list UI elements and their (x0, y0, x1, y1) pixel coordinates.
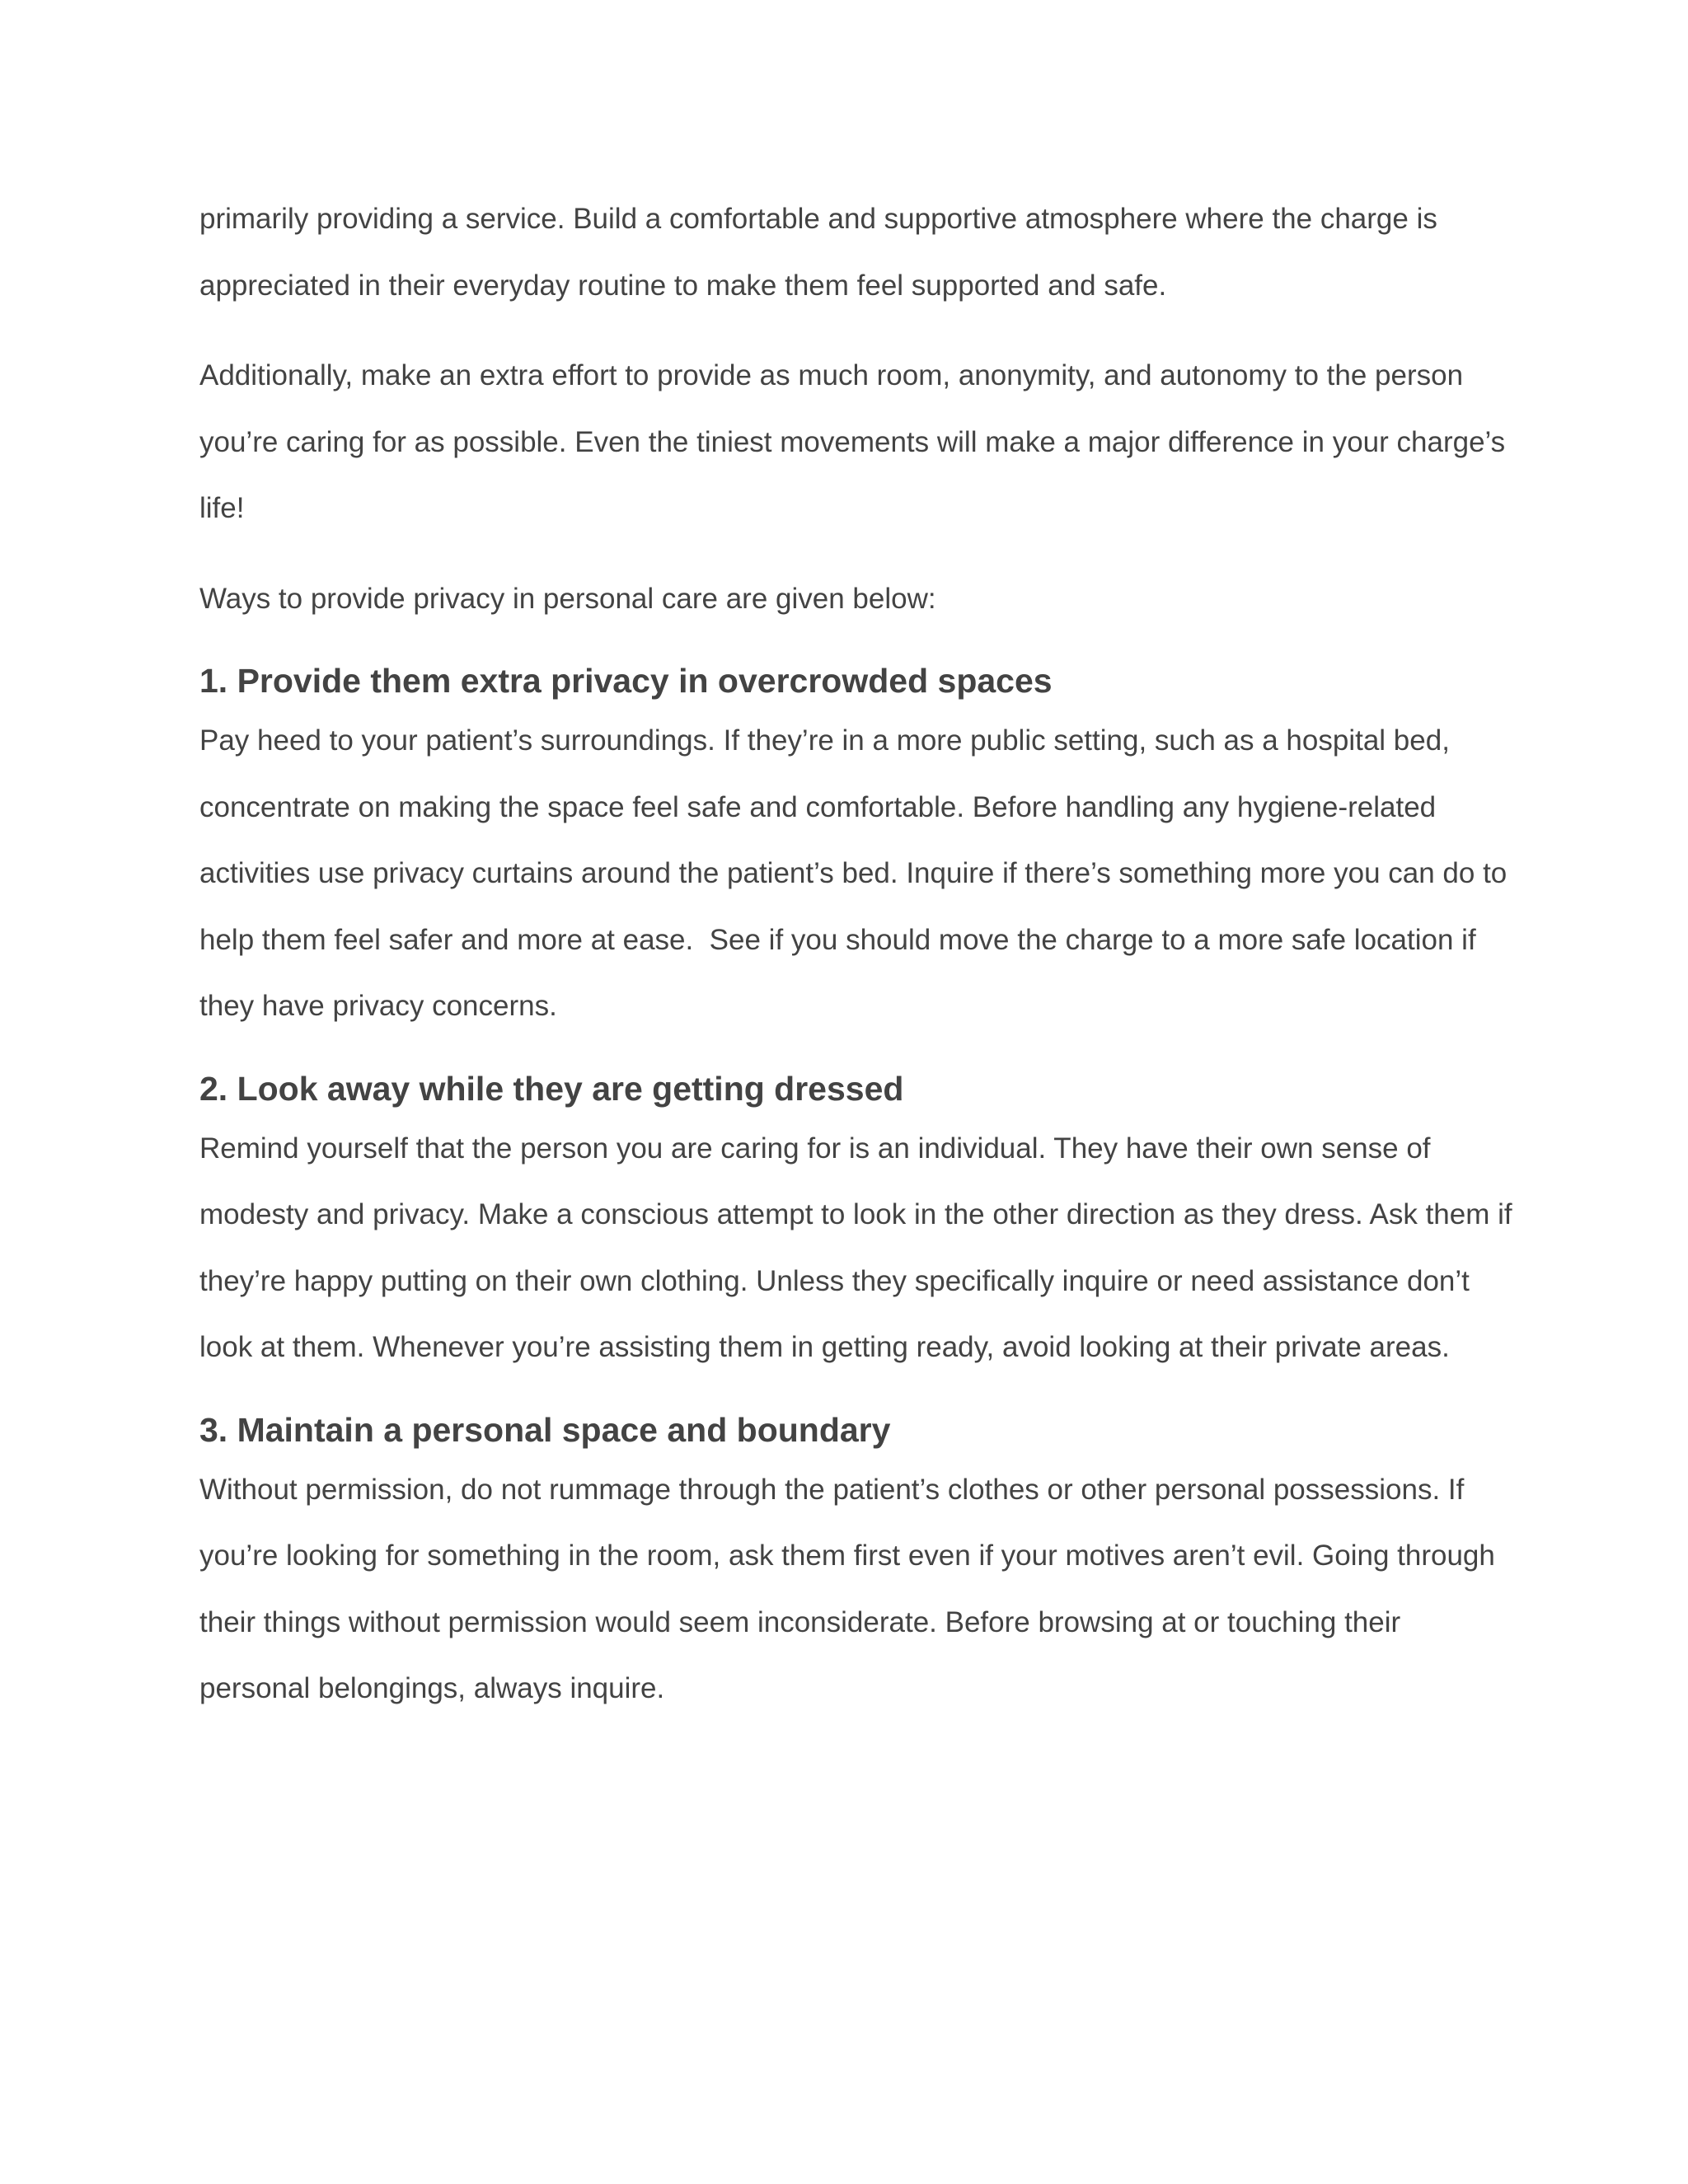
intro-paragraph-3: Ways to provide privacy in personal care are given below: (199, 582, 936, 615)
intro-paragraph-2: Additionally, make an extra effort to provide as much room, anonymity, and autonomy to the person you’re caring for as possible. Even the tiniest movements will make a major difference in your charge’s life! (199, 359, 1513, 524)
section-1-heading: 1. Provide them extra privacy in overcrowded spaces (199, 662, 1053, 700)
section-1-body: Pay heed to your patient’s surroundings. If they’re in a more public setting, such as a hospital bed, concentrate on making the space feel safe and comfortable. Before handling any hygiene-related activities use privacy curtains around the patient’s bed. Inquire if there’s something more you can do to help them feel safer and more at ease. See if you should move the charge to a more safe location if they have privacy concerns. (199, 724, 1515, 1022)
document-body (199, 186, 1521, 1722)
section-2-body: Remind yourself that the person you are caring for is an individual. They have their own sense of modesty and privacy. Make a conscious attempt to look in the other direction as they dress. Ask them if they’re happy putting on their own clothing. Unless they specifically inquire or need assistance don’t look at them. Whenever you’re assisting them in getting ready, avoid looking at their private areas. (199, 1132, 1521, 1363)
section-3-heading: 3. Maintain a personal space and boundary (199, 1410, 891, 1449)
intro-paragraph-1: primarily providing a service. Build a comfortable and supportive atmosphere where the charge is appreciated in their everyday routine to make them feel supported and safe. (199, 203, 1446, 302)
section-3-body: Without permission, do not rummage through the patient’s clothes or other personal possessions. If you’re looking for something in the room, ask them first even if your motives aren’t evil. Going through their things without permission would seem inconsiderate. Before browsing at or touching their personal belongings, always inquire. (199, 1473, 1503, 1704)
section-2-heading: 2. Look away while they are getting dressed (199, 1069, 904, 1108)
